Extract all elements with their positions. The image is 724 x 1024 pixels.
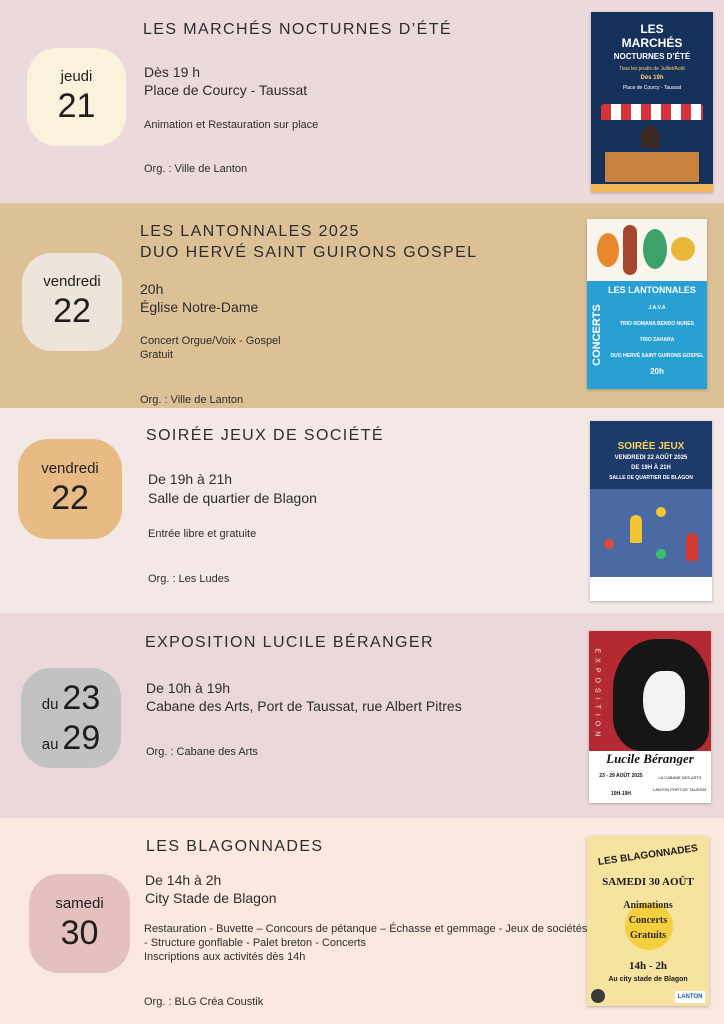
date-day: samedi <box>55 894 104 912</box>
event-title-line1: LES LANTONNALES 2025 <box>140 223 360 240</box>
event-time: 20h <box>140 281 164 297</box>
event-place: Cabane des Arts, Port de Taussat, rue Albert Pitres <box>146 698 462 714</box>
portrait-illustration <box>589 631 711 751</box>
event-description-line3: Inscriptions aux activités dès 14h <box>144 951 306 963</box>
association-logo <box>591 989 605 1003</box>
event-time: Dès 19 h <box>144 64 201 80</box>
date-from-number: 23 <box>62 679 101 717</box>
date-badge <box>27 48 126 146</box>
date-day: jeudi <box>60 68 93 85</box>
event-organizer: Org. : Cabane des Arts <box>146 746 258 758</box>
date-number: 21 <box>57 87 96 125</box>
instruments-illustration <box>587 219 707 281</box>
event-lantonnales <box>0 203 724 408</box>
event-title-line2: DUO HERVÉ SAINT GUIRONS GOSPEL <box>140 244 478 261</box>
market-vendor <box>641 126 659 148</box>
event-time: De 10h à 19h <box>146 680 231 696</box>
date-number: 30 <box>60 913 99 952</box>
date-badge <box>29 874 130 973</box>
event-place: Église Notre-Dame <box>140 299 259 315</box>
event-poster: LES BLAGONNADES SAMEDI 30 AOÛT Animations Concerts Gratuits 14h - 2h Au city stade de Blagon LANTON <box>587 836 709 1006</box>
date-badge <box>18 439 122 539</box>
event-exposition <box>0 613 724 818</box>
event-marches-nocturnes <box>0 0 724 203</box>
event-description: Concert Orgue/Voix - Gospel <box>140 335 281 347</box>
event-description-line1: Restauration - Buvette – Concours de pétanque – Échasse et gemmage - Jeux de sociétés <box>144 923 588 935</box>
event-description: Entrée libre et gratuite <box>148 528 257 540</box>
market-stall-counter <box>605 152 699 182</box>
date-from-label: du <box>41 696 59 713</box>
game-board-illustration <box>590 489 712 577</box>
event-poster: LES MARCHÉS NOCTURNES D’ÉTÉ Tous les jeudis de Juillet/Août Dès 19h Place de Courcy - Taussat <box>591 12 713 192</box>
date-day: vendredi <box>43 273 101 290</box>
date-badge <box>21 668 121 768</box>
event-time: De 19h à 21h <box>148 471 233 487</box>
event-time: De 14h à 2h <box>145 872 222 888</box>
event-price: Gratuit <box>140 349 174 361</box>
event-organizer: Org. : Ville de Lanton <box>140 394 244 406</box>
market-stall-awning <box>601 104 703 120</box>
event-title: SOIRÉE JEUX DE SOCIÉTÉ <box>146 427 384 444</box>
date-badge <box>22 253 122 351</box>
event-soiree-jeux <box>0 408 724 613</box>
event-title: EXPOSITION LUCILE BÉRANGER <box>145 634 434 651</box>
event-poster: EXPOSITION Lucile Béranger 23 - 29 AOÛT 2025 10H-19H LA CABANE DES ARTS LANTON PORT DE TAUSSAT <box>589 631 711 803</box>
event-place: City Stade de Blagon <box>145 890 277 906</box>
event-title: LES BLAGONNADES <box>146 838 324 855</box>
event-place: Salle de quartier de Blagon <box>148 490 317 506</box>
event-organizer: Org. : Les Ludes <box>148 573 230 585</box>
event-place: Place de Courcy - Taussat <box>144 82 308 98</box>
date-number: 22 <box>53 292 91 330</box>
event-blagonnades <box>0 818 724 1024</box>
date-number: 22 <box>51 479 89 517</box>
event-description: Animation et Restauration sur place <box>144 119 319 131</box>
event-poster: LES LANTONNALES CONCERTS J.A.V.A TRIO ROMANA BENDO NUNES TRIO ZAHARA DUO HERVÉ SAINT GUIRONS GOSPEL 20h <box>587 219 707 389</box>
date-to-label: au <box>41 736 59 753</box>
lanton-logo: LANTON <box>675 991 705 1003</box>
event-description-line2: - Structure gonflable - Palet breton - Concerts <box>144 937 366 949</box>
event-title: LES MARCHÉS NOCTURNES D’ÉTÉ <box>143 21 452 38</box>
event-organizer: Org. : Ville de Lanton <box>144 163 248 175</box>
date-day: vendredi <box>41 460 99 477</box>
event-poster: SOIRÉE JEUX VENDREDI 22 AOÛT 2025 DE 19H À 21H SALLE DE QUARTIER DE BLAGON <box>590 421 712 601</box>
date-to-number: 29 <box>62 719 101 757</box>
event-organizer: Org. : BLG Créa Coustik <box>144 996 264 1008</box>
